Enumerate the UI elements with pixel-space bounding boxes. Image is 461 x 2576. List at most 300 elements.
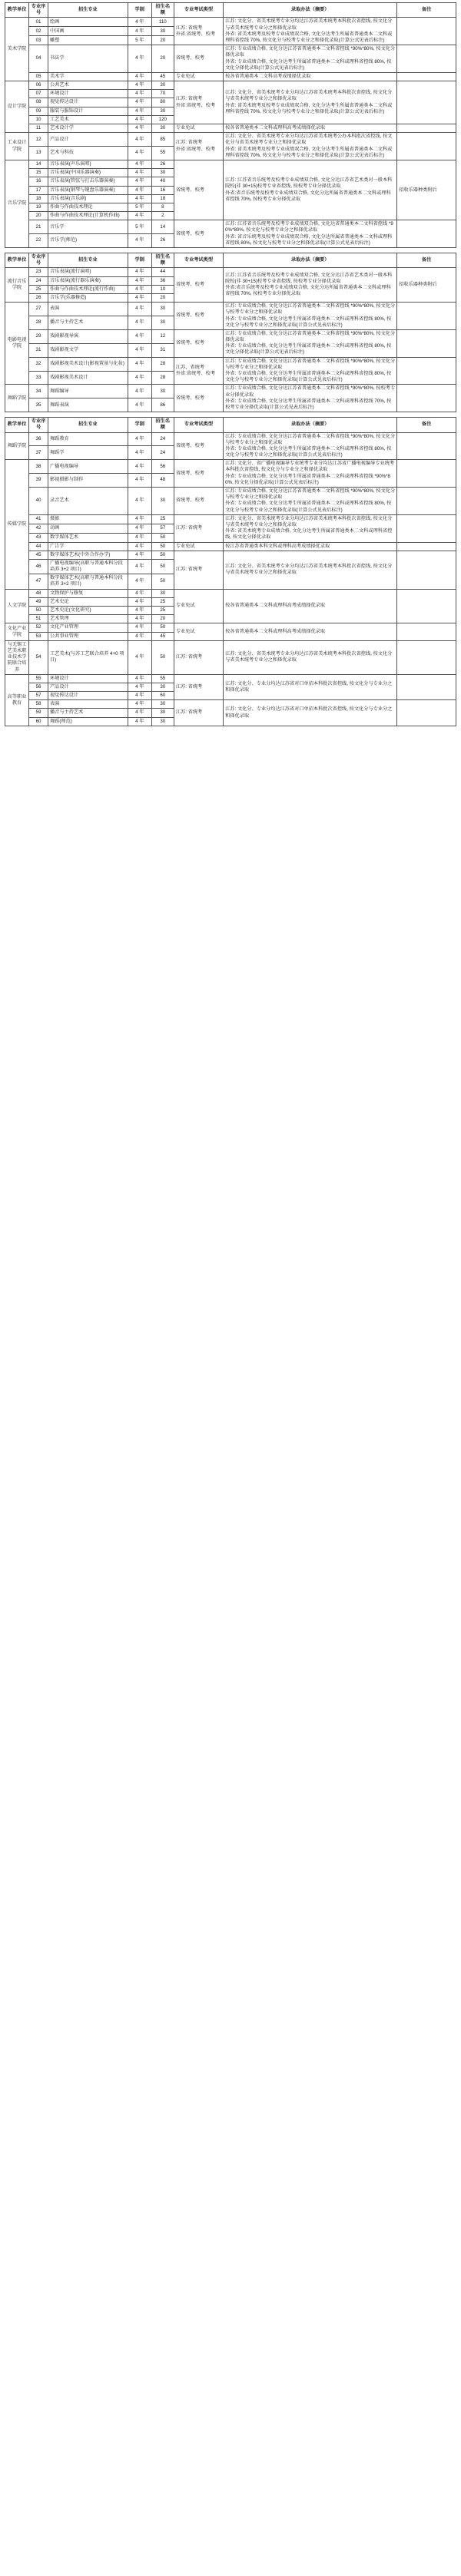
- cell-teaching-unit: 美术学院: [5, 18, 29, 81]
- cell-admission-rule: 江苏: 专业成绩合格, 文化分达江苏省普通类本二文科省控线 *90%*80%, 按校考专业分择优录取 外省: 专业成绩合格, 文化分达考生所属省普通类本二文科或理科省控线 70%, 按校考专业分择优录取(计算公式见表后标注): [224, 385, 397, 412]
- cell-quota: 80: [151, 98, 174, 107]
- cell-study-length: 4 年: [128, 169, 151, 177]
- cell-study-length: 4 年: [128, 398, 151, 412]
- table-header-row: [5, 418, 456, 432]
- cell-major-number: 09: [29, 107, 48, 115]
- cell-exam-type: 专业免试: [174, 589, 223, 623]
- cell-quota: 60: [151, 692, 174, 700]
- cell-note: [397, 357, 456, 385]
- cell-exam-type: 江苏: 省统考: [174, 514, 223, 542]
- column-header-8: 备注: [397, 418, 456, 432]
- cell-exam-type: 省统考、校考: [174, 303, 223, 330]
- cell-major-name: 数字媒体艺术(高职与普通本科分段培养 3+2 项目): [48, 574, 128, 589]
- cell-quota: 24: [151, 432, 174, 446]
- cell-study-length: 4 年: [128, 371, 151, 385]
- cell-exam-type: 江苏: 省统考 外省:省统考、校考: [174, 81, 223, 124]
- cell-quota: 26: [151, 234, 174, 248]
- cell-exam-type: 省统考、校考: [174, 45, 223, 73]
- cell-major-name: 音乐表演(声乐演唱): [48, 160, 128, 168]
- cell-study-length: 4 年: [128, 692, 151, 700]
- cell-note: [397, 640, 456, 674]
- cell-quota: 30: [151, 27, 174, 36]
- cell-exam-type: 江苏、省统考 外省:省统考、校考: [174, 357, 223, 385]
- cell-major-name: 书法学: [48, 45, 128, 73]
- cell-note: [397, 18, 456, 45]
- cell-major-number: 60: [29, 717, 48, 726]
- cell-admission-rule: 江苏: 专业成绩合格, 文化分达江苏省普通类本二文科省控线 *90%*80%, 按文化分择优录取 外省: 专业成绩合格, 文化分达考生所属省普通类本二文科或理科省控线 80%, 按文化分择优录取(计算公式见表后标注): [224, 45, 397, 73]
- cell-admission-rule: 江苏: 文化分、省美术统考专业分均达江苏省美术统考本科批次省控线, 按文化分与省美术统考专业分之和择优录取 外省: 省美术统考专业成绩合格, 文化分达考生所属省普通类本二文科或理科省控线, 按文化分择优录取: [224, 514, 397, 542]
- cell-major-number: 39: [29, 474, 48, 488]
- cell-major-number: 02: [29, 27, 48, 36]
- cell-quota: 50: [151, 551, 174, 559]
- cell-quota: 50: [151, 623, 174, 632]
- table-row: [5, 640, 456, 674]
- cell-teaching-unit: 舞蹈学院: [5, 385, 29, 412]
- cell-study-length: 4 年: [128, 432, 151, 446]
- cell-major-name: 工艺美术(与苏工艺联合培养 4+0 项目): [48, 640, 128, 674]
- cell-quota: 12: [151, 329, 174, 343]
- cell-quota: 24: [151, 446, 174, 460]
- cell-exam-type: 省统考、校考: [174, 220, 223, 248]
- cell-admission-rule: 江苏: 专业成绩合格, 文化分达江苏省普通类本二文科省控线 *90%*80%, 按文化分与校考专业分之和择优录取 外省: 专业成绩合格, 文化分达考生所属省普通类本二文科或理科省控线 80%, 按文化分与校考专业分之和择优录取(计算公式见表后标注): [224, 303, 397, 330]
- cell-major-name: 公共艺术: [48, 81, 128, 90]
- table-row: [5, 542, 456, 551]
- cell-exam-type: 专业免试: [174, 623, 223, 640]
- cell-teaching-unit: 设计学院: [5, 81, 29, 133]
- cell-major-name: 环境设计: [48, 674, 128, 683]
- cell-major-number: 24: [29, 276, 48, 285]
- cell-quota: 30: [151, 385, 174, 398]
- cell-major-name: 文物保护与修复: [48, 589, 128, 597]
- cell-major-name: 摄影: [48, 514, 128, 524]
- table-row: [5, 220, 456, 234]
- cell-major-name: 广告学: [48, 542, 128, 551]
- cell-admission-rule: 江苏: 文化分、专业分均达江苏省对口单招本科批次省控线, 按文化分与专业分之和择优录取: [224, 674, 397, 700]
- cell-note: [397, 329, 456, 357]
- cell-teaching-unit: 流行音乐学院: [5, 268, 29, 303]
- cell-major-name: 舞蹈表演: [48, 398, 128, 412]
- cell-major-number: 52: [29, 623, 48, 632]
- column-header-1: 教学单位: [5, 3, 29, 18]
- cell-note: [397, 674, 456, 700]
- cell-quota: 44: [151, 268, 174, 276]
- cell-study-length: 4 年: [128, 623, 151, 632]
- cell-note: 招收乐器种类附后: [397, 268, 456, 303]
- table-row: [5, 18, 456, 27]
- cell-admission-rule: 江苏: 江苏省音乐统考及校考专业成绩双合格, 文化达省普通类本二文科省控线 *90%*80%, 按文化与校考专业分之和择优录取 外省: 省音乐统考及校考专业成绩双合格, 文化分达所属省普通类本二文科或理科省控线 80%, 按文化与校考专业分之和择优录取(计算公式见表后标注): [224, 220, 397, 248]
- column-header-4: 学制: [128, 253, 151, 268]
- cell-exam-type: 省统考、校考: [174, 268, 223, 303]
- cell-study-length: 4 年: [128, 615, 151, 623]
- column-header-1: 教学单位: [5, 253, 29, 268]
- cell-admission-rule: 江苏: 江苏省音乐统考及校考专业成绩双合格, 文化分达江苏省艺术类对一般本科院校(非 30+15)校考专业省控线, 按校考专业分择优录取 外省:省音乐统考及校考专业成绩双合格, 文化分达所属省普通类本二文科或理科省控线 70%, 按校考专业分择优录取: [224, 160, 397, 220]
- cell-note: [397, 488, 456, 515]
- cell-quota: 30: [151, 488, 174, 515]
- cell-major-name: 音乐表演(音乐剧): [48, 194, 128, 203]
- cell-quota: 30: [151, 316, 174, 330]
- cell-study-length: 4 年: [128, 293, 151, 302]
- cell-quota: 30: [151, 169, 174, 177]
- column-header-8: 备注: [397, 3, 456, 18]
- cell-major-number: 23: [29, 268, 48, 276]
- cell-note: [397, 385, 456, 412]
- table-row: [5, 81, 456, 90]
- cell-quota: 45: [151, 72, 174, 81]
- cell-major-name: 音乐表演(流行器乐演奏): [48, 276, 128, 285]
- cell-major-number: 36: [29, 432, 48, 446]
- cell-major-name: 公共事业管理: [48, 632, 128, 640]
- cell-quota: 30: [151, 107, 174, 115]
- cell-major-name: 录音艺术: [48, 488, 128, 515]
- cell-major-number: 21: [29, 220, 48, 234]
- table-row: [5, 514, 456, 524]
- cell-study-length: 4 年: [128, 559, 151, 574]
- column-header-5: 招生名额: [151, 253, 174, 268]
- table-row: [5, 160, 456, 168]
- cell-major-name: 视觉传达设计: [48, 692, 128, 700]
- cell-major-number: 57: [29, 692, 48, 700]
- cell-major-name: 影视摄影与制作: [48, 474, 128, 488]
- cell-major-name: 广播电视编导(高职与普通本科分段培养 3+2 项目): [48, 559, 128, 574]
- cell-teaching-unit: 文化产业学院: [5, 623, 29, 640]
- cell-major-number: 33: [29, 371, 48, 385]
- admissions-table-page-1: [5, 2, 456, 248]
- cell-quota: 20: [151, 36, 174, 45]
- cell-study-length: 4 年: [128, 160, 151, 168]
- cell-major-name: 播音与主持艺术: [48, 709, 128, 717]
- cell-quota: 55: [151, 147, 174, 160]
- cell-exam-type: 省统考、校考: [174, 432, 223, 460]
- cell-major-number: 22: [29, 234, 48, 248]
- cell-exam-type: 江苏: 省统考: [174, 640, 223, 674]
- cell-major-name: 视觉传达设计: [48, 98, 128, 107]
- cell-major-number: 07: [29, 90, 48, 98]
- cell-major-name: 产品设计: [48, 133, 128, 147]
- cell-exam-type: 省统考、校考: [174, 488, 223, 515]
- cell-note: [397, 542, 456, 551]
- cell-study-length: 4 年: [128, 533, 151, 542]
- cell-major-number: 10: [29, 115, 48, 124]
- cell-major-name: 工艺美术: [48, 115, 128, 124]
- cell-major-name: 舞蹈编导: [48, 385, 128, 398]
- cell-major-name: 艺术设计学: [48, 124, 128, 133]
- table-row: [5, 268, 456, 276]
- cell-major-number: 47: [29, 574, 48, 589]
- cell-teaching-unit: 舞蹈学院: [5, 432, 29, 460]
- cell-exam-type: 省统考、校考: [174, 160, 223, 220]
- cell-exam-type: 江苏: 省统考: [174, 674, 223, 700]
- column-header-7: 录取办法（摘要）: [224, 253, 397, 268]
- cell-study-length: 4 年: [128, 72, 151, 81]
- cell-quota: 14: [151, 220, 174, 234]
- cell-major-name: 服装与服饰设计: [48, 107, 128, 115]
- cell-major-name: 戏剧影视美术设计(影视置景与化妆): [48, 357, 128, 371]
- cell-study-length: 4 年: [128, 574, 151, 589]
- admissions-table-page-3: [5, 417, 456, 726]
- cell-study-length: 4 年: [128, 589, 151, 597]
- cell-major-name: 音乐表演(管弦与打击乐器演奏): [48, 177, 128, 186]
- cell-major-number: 11: [29, 124, 48, 133]
- cell-note: [397, 81, 456, 124]
- cell-study-length: 4 年: [128, 551, 151, 559]
- cell-study-length: 4 年: [128, 147, 151, 160]
- cell-major-number: 04: [29, 45, 48, 73]
- cell-major-number: 44: [29, 542, 48, 551]
- cell-major-number: 19: [29, 203, 48, 211]
- cell-exam-type: 江苏: 省统考: [174, 700, 223, 726]
- table-header-row: [5, 3, 456, 18]
- cell-study-length: 4 年: [128, 98, 151, 107]
- cell-study-length: 4 年: [128, 607, 151, 615]
- cell-major-number: 34: [29, 385, 48, 398]
- cell-teaching-unit: 高等职业教育: [5, 674, 29, 726]
- cell-study-length: 4 年: [128, 474, 151, 488]
- cell-major-number: 18: [29, 194, 48, 203]
- table-row: [5, 432, 456, 446]
- cell-exam-type: 省统考、校考: [174, 460, 223, 488]
- cell-major-number: 37: [29, 446, 48, 460]
- cell-major-name: 音乐表演(流行演唱): [48, 268, 128, 276]
- cell-major-number: 45: [29, 551, 48, 559]
- cell-major-number: 59: [29, 709, 48, 717]
- cell-exam-type: 江苏: 省统考 外省:省统考、校考: [174, 133, 223, 160]
- cell-major-number: 56: [29, 683, 48, 691]
- cell-major-number: 49: [29, 597, 48, 606]
- cell-note: [397, 45, 456, 73]
- cell-quota: 86: [151, 398, 174, 412]
- cell-study-length: 4 年: [128, 81, 151, 90]
- table-row: [5, 551, 456, 559]
- cell-study-length: 4 年: [128, 514, 151, 524]
- cell-study-length: 4 年: [128, 343, 151, 357]
- cell-major-name: 中国画: [48, 27, 128, 36]
- column-header-2: 专业序号: [29, 253, 48, 268]
- cell-admission-rule: 江苏: 专业成绩合格, 文化分达江苏省普通类本二文科省控线 *90%*80%, 按文化分与校考专业分之和择优录取 外省: 专业成绩合格, 文化分达考生所属省普通类本二文科或理科省控线 80%, 按文化分与校考专业分之和择优录取(计算公式见表后标注): [224, 432, 397, 460]
- cell-admission-rule: 江苏: 文化分、省美术统考专业分均达江苏省美术统考本科批次省控线, 按文化分与省美术统考专业分之和择优录取 外省: 省美术统考及校考专业成绩双合格, 文化分达考生所属省普通类本二文科或理科省控线 70%, 按文化分与校考专业分之和择优录取(计算公式见表后标注): [224, 18, 397, 45]
- cell-major-name: 舞蹈(师范): [48, 717, 128, 726]
- column-header-4: 学制: [128, 418, 151, 432]
- cell-quota: 30: [151, 709, 174, 717]
- cell-admission-rule: 江苏: 专业成绩合格, 文化分达江苏省普通类本二文科省控线 *90%*80%, 按文化分与校考专业分之和择优录取 外省: 专业成绩合格, 文化分达考生所属省普通类本二文科或理科省控线 80%, 按文化分与校考专业分之和择优录取(计算公式见表后标注): [224, 357, 397, 385]
- cell-study-length: 4 年: [128, 18, 151, 27]
- cell-study-length: 4 年: [128, 385, 151, 398]
- table-row: [5, 303, 456, 316]
- column-header-2: 专业序号: [29, 3, 48, 18]
- cell-admission-rule: 江苏: 文化分、省广播电视编导专业统考专业分均达江苏省广播电视编导专业统考本科批次省控线, 按文化分与专业分之和择优录取 外省: 专业成绩合格, 文化分达考生所属省普通类本二文科或理科省控线 *90%*80%, 按文化分择优录取(计算公式见表后标注): [224, 460, 397, 488]
- cell-major-name: 表演: [48, 303, 128, 316]
- cell-major-number: 51: [29, 615, 48, 623]
- cell-study-length: 5 年: [128, 220, 151, 234]
- cell-major-name: 音乐学(师范): [48, 234, 128, 248]
- cell-study-length: 4 年: [128, 90, 151, 98]
- cell-quota: 30: [151, 700, 174, 709]
- cell-exam-type: 专业免试: [174, 124, 223, 133]
- cell-study-length: 4 年: [128, 329, 151, 343]
- cell-teaching-unit: 音乐学院: [5, 160, 29, 247]
- cell-quota: 30: [151, 81, 174, 90]
- cell-note: [397, 133, 456, 160]
- cell-quota: 2: [151, 212, 174, 220]
- cell-exam-type: 专业免试: [174, 72, 223, 81]
- cell-quota: 26: [151, 160, 174, 168]
- cell-note: [397, 432, 456, 460]
- cell-quota: 25: [151, 607, 174, 615]
- cell-quota: 120: [151, 115, 174, 124]
- cell-note: [397, 72, 456, 81]
- cell-note: [397, 700, 456, 726]
- cell-quota: 20: [151, 615, 174, 623]
- table-row: [5, 700, 456, 709]
- cell-study-length: 4 年: [128, 186, 151, 194]
- cell-study-length: 4 年: [128, 717, 151, 726]
- cell-major-name: 戏剧影视文学: [48, 343, 128, 357]
- cell-study-length: 4 年: [128, 683, 151, 691]
- cell-study-length: 4 年: [128, 194, 151, 203]
- cell-quota: 30: [151, 589, 174, 597]
- table-row: [5, 589, 456, 597]
- cell-study-length: 4 年: [128, 597, 151, 606]
- cell-major-name: 广播电视编导: [48, 460, 128, 474]
- cell-major-number: 41: [29, 514, 48, 524]
- cell-quota: 25: [151, 597, 174, 606]
- cell-quota: 18: [151, 194, 174, 203]
- cell-quota: 45: [151, 632, 174, 640]
- cell-major-name: 动画: [48, 524, 128, 533]
- cell-major-number: 27: [29, 303, 48, 316]
- table-row: [5, 674, 456, 683]
- cell-quota: 50: [151, 533, 174, 542]
- table-row: [5, 133, 456, 147]
- column-header-6: 专业考试类型: [174, 253, 223, 268]
- cell-major-name: 戏剧影视导演: [48, 329, 128, 343]
- cell-quota: 50: [151, 559, 174, 574]
- cell-quota: 8: [151, 203, 174, 211]
- cell-major-name: 艺术史论: [48, 597, 128, 606]
- cell-major-number: 38: [29, 460, 48, 474]
- column-header-1: 教学单位: [5, 418, 29, 432]
- cell-note: [397, 303, 456, 330]
- column-header-6: 专业考试类型: [174, 3, 223, 18]
- cell-major-name: 绘画: [48, 18, 128, 27]
- cell-major-name: 舞蹈学: [48, 446, 128, 460]
- column-header-2: 专业序号: [29, 418, 48, 432]
- cell-major-name: 音乐学: [48, 220, 128, 234]
- cell-quota: 85: [151, 133, 174, 147]
- cell-quota: 36: [151, 276, 174, 285]
- cell-note: [397, 589, 456, 623]
- table-row: [5, 357, 456, 371]
- cell-major-name: 数字媒体艺术(中外合作办学): [48, 551, 128, 559]
- cell-major-name: 环境设计: [48, 90, 128, 98]
- cell-quota: 28: [151, 371, 174, 385]
- cell-quota: 56: [151, 460, 174, 474]
- cell-major-name: 音乐学(乐器修造): [48, 293, 128, 302]
- cell-admission-rule: 按各省普通类本二文科或理科高考成绩择优录取: [224, 124, 397, 133]
- cell-quota: 20: [151, 45, 174, 73]
- table-row: [5, 329, 456, 343]
- cell-admission-rule: 按江苏省普通类本科文科或理科高考成绩择优录取: [224, 542, 397, 551]
- cell-major-name: 艺术史论(文化研究): [48, 607, 128, 615]
- cell-quota: 50: [151, 640, 174, 674]
- cell-note: [397, 623, 456, 640]
- cell-major-number: 13: [29, 147, 48, 160]
- cell-quota: 48: [151, 474, 174, 488]
- cell-study-length: 4 年: [128, 27, 151, 36]
- cell-major-name: 艺术管理: [48, 615, 128, 623]
- cell-study-length: 4 年: [128, 357, 151, 371]
- cell-quota: 57: [151, 524, 174, 533]
- cell-major-number: 35: [29, 398, 48, 412]
- cell-admission-rule: 江苏: 文化分、省美术统考专业分均达江苏省美术统考公办本科批次省控线, 按文化分与省美术统考专业分之和择优录取 外省: 省美术统考及校考专业成绩双合格, 文化分达考生所属省普通类本二文科或理科省控线 70%, 按文化分与校考专业分之和择优录取(计算公式见表后标注): [224, 133, 397, 160]
- cell-study-length: 4 年: [128, 133, 151, 147]
- cell-major-name: 戏剧影视美术设计: [48, 371, 128, 385]
- cell-major-number: 29: [29, 329, 48, 343]
- cell-study-length: 4 年: [128, 700, 151, 709]
- cell-major-number: 25: [29, 285, 48, 293]
- cell-teaching-unit: 与无锡工艺美术职业技术学院联合培养: [5, 640, 29, 674]
- cell-study-length: 4 年: [128, 285, 151, 293]
- cell-major-name: 音乐表演(中国乐器演奏): [48, 169, 128, 177]
- cell-study-length: 4 年: [128, 107, 151, 115]
- cell-study-length: 4 年: [128, 212, 151, 220]
- cell-major-number: 17: [29, 186, 48, 194]
- cell-quota: 30: [151, 683, 174, 691]
- cell-note: [397, 514, 456, 542]
- cell-study-length: 4 年: [128, 124, 151, 133]
- cell-quota: 55: [151, 674, 174, 683]
- cell-study-length: 5 年: [128, 36, 151, 45]
- table-row: [5, 460, 456, 474]
- cell-quota: 30: [151, 717, 174, 726]
- column-header-5: 招生名额: [151, 3, 174, 18]
- cell-major-name: 雕塑: [48, 36, 128, 45]
- table-row: [5, 385, 456, 398]
- column-header-5: 招生名额: [151, 418, 174, 432]
- cell-study-length: 4 年: [128, 268, 151, 276]
- cell-study-length: 5 年: [128, 203, 151, 211]
- cell-study-length: 4 年: [128, 234, 151, 248]
- cell-major-name: 艺术与科技: [48, 147, 128, 160]
- cell-major-number: 03: [29, 36, 48, 45]
- cell-note: [397, 124, 456, 133]
- cell-major-number: 55: [29, 674, 48, 683]
- cell-major-number: 42: [29, 524, 48, 533]
- cell-study-length: 4 年: [128, 177, 151, 186]
- cell-study-length: 4 年: [128, 542, 151, 551]
- cell-exam-type: 专业免试: [174, 542, 223, 551]
- cell-major-number: 58: [29, 700, 48, 709]
- cell-study-length: 4 年: [128, 303, 151, 316]
- cell-study-length: 4 年: [128, 524, 151, 533]
- admissions-plan-page: [0, 0, 461, 734]
- cell-exam-type: 省统考、校考: [174, 329, 223, 357]
- cell-admission-rule: 按各省普通类本二文科或理科高考成绩择优录取: [224, 623, 397, 640]
- cell-study-length: 4 年: [128, 709, 151, 717]
- cell-quota: 70: [151, 90, 174, 98]
- cell-quota: 50: [151, 574, 174, 589]
- cell-note: [397, 551, 456, 589]
- cell-quota: 28: [151, 357, 174, 371]
- cell-note: [397, 220, 456, 248]
- table-header-row: [5, 253, 456, 268]
- table-row: [5, 124, 456, 133]
- cell-study-length: 4 年: [128, 276, 151, 285]
- cell-admission-rule: 江苏: 文化分、省美术统考专业分均达江苏省美术统考本科批次省控线, 按文化分与省美术统考专业分之和择优录取 外省: 省美术统考及校考专业成绩双合格, 文化分达考生所属省普通类本二文科或理科省控线 70%, 按文化分与校考专业分之和择优录取(计算公式见表后标注): [224, 81, 397, 124]
- cell-major-number: 05: [29, 72, 48, 81]
- cell-major-number: 54: [29, 640, 48, 674]
- tables-root: [5, 2, 456, 726]
- cell-quota: 110: [151, 18, 174, 27]
